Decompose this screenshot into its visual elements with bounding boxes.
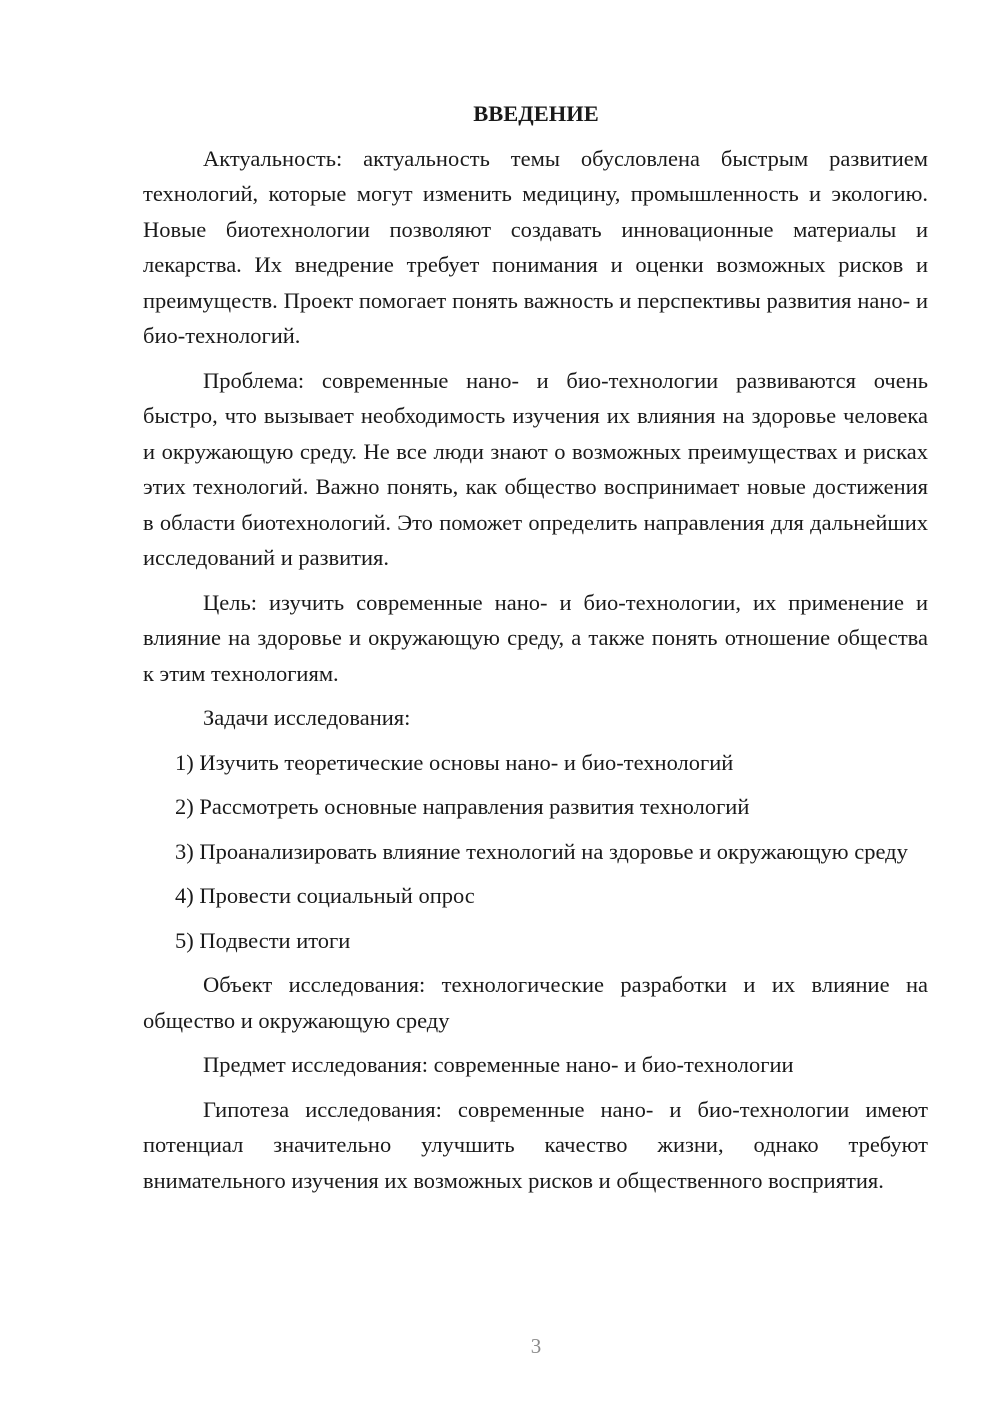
document-body <box>143 96 928 1207</box>
paragraph-object: Объект исследования: технологические разработки и их влияние на общество и окружающую среду <box>143 972 928 1033</box>
task-item-4: 4) Провести социальный опрос <box>175 883 475 908</box>
paragraph-hypothesis: Гипотеза исследования: современные нано- и био-технологии имеют потенциал значительно улучшить качество жизни, однако требуют внимательного изучения их возможных рисков и общественного восприятия. <box>143 1096 928 1193</box>
task-item-5: 5) Подвести итоги <box>175 927 351 953</box>
task-item-2: 2) Рассмотреть основные направления развития технологий <box>175 794 750 819</box>
task-item-1: 1) Изучить теоретические основы нано- и био-технологий <box>175 749 734 775</box>
tasks-heading: Задачи исследования: <box>203 705 411 730</box>
paragraph-relevance: Актуальность: актуальность темы обусловлена быстрым развитием технологий, которые могут изменить медицину, промышленность и экологию. Новые биотехнологии позволяют создавать инновационные материалы и лекарства. Их внедрение требует понимания и оценки возможных рисков и преимуществ. Проект помогает понять важность и перспективы развития нано- и био-технологий. <box>143 145 928 348</box>
paragraph-problem: Проблема: современные нано- и био-технологии развиваются очень быстро, что вызывает необходимость изучения их влияния на здоровье человека и окружающую среду. Не все люди знают о возможных преимуществах и рисках этих технологий. Важно понять, как общество воспринимает новые достижения в области биотехнологий. Это поможет определить направления для дальнейших исследований и развития. <box>143 367 928 570</box>
paragraph-subject: Предмет исследования: современные нано- и био-технологии <box>203 1052 794 1077</box>
section-title: ВВЕДЕНИЕ <box>473 101 599 126</box>
task-item-3: 3) Проанализировать влияние технологий на здоровье и окружающую среду <box>175 838 908 864</box>
page-number: 3 <box>530 1334 542 1358</box>
paragraph-goal: Цель: изучить современные нано- и био-технологии, их применение и влияние на здоровье и окружающую среду, а также понять отношение общества к этим технологиям. <box>143 589 928 686</box>
